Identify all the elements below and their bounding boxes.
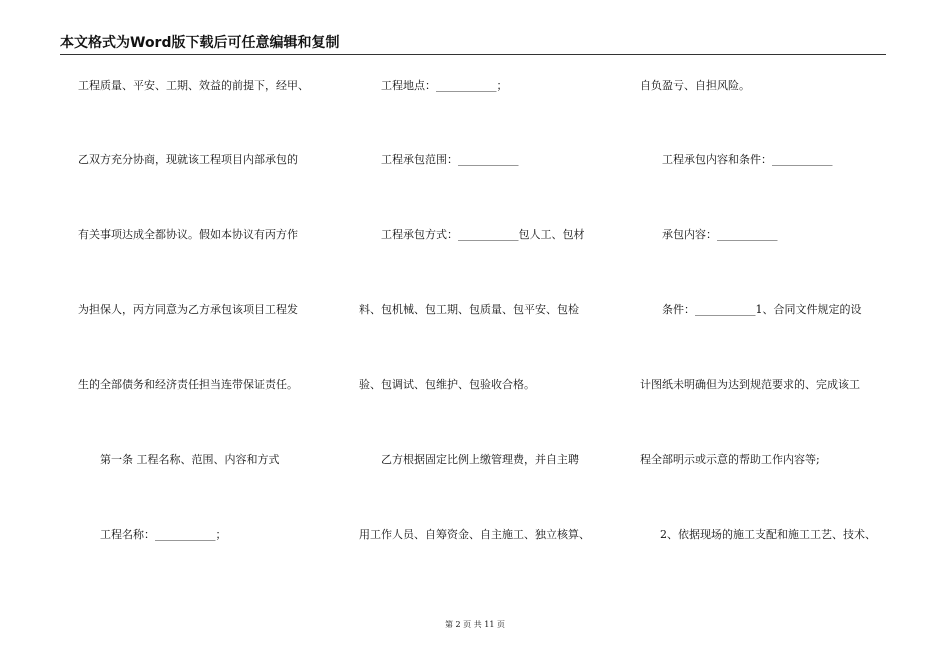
text-line: 工程地点：___________； — [381, 79, 508, 92]
text-line: 工程承包范围：___________ — [381, 153, 519, 166]
text-line: 为担保人，丙方同意为乙方承包该项目工程发 — [78, 303, 298, 316]
text-line: 程全部明示或示意的帮助工作内容等; — [640, 453, 820, 466]
section-heading: 第一条 工程名称、范围、内容和方式 — [100, 453, 280, 466]
text-line: 乙双方充分协商，现就该工程项目内部承包的 — [78, 153, 298, 166]
text-column-2 — [359, 0, 629, 672]
text-column-1 — [78, 0, 348, 672]
text-line: 工程承包内容和条件：___________ — [662, 153, 833, 166]
text-line: 2、依据现场的施工支配和施工工艺、技术、 — [660, 528, 876, 541]
text-line: 有关事项达成全都协议。假如本协议有丙方作 — [78, 228, 298, 241]
text-column-3 — [640, 0, 900, 672]
text-line: 计图纸未明确但为达到规范要求的、完成该工 — [640, 378, 860, 391]
text-line: 工程质量、平安、工期、效益的前提下，经甲、 — [78, 79, 309, 92]
text-line: 承包内容：___________ — [662, 228, 778, 241]
text-line: 自负盈亏、自担风险。 — [640, 79, 750, 92]
text-line: 工程承包方式：___________包人工、包材 — [381, 228, 585, 241]
text-line: 验、包调试、包维护、包验收合格。 — [359, 378, 535, 391]
text-line: 乙方根据固定比例上缴管理费，并自主聘 — [381, 453, 579, 466]
text-line: 条件：___________1、合同文件规定的设 — [662, 303, 862, 316]
text-line: 工程名称：___________； — [100, 528, 227, 541]
header-title: 本文格式为Word版下载后可任意编辑和复制 — [60, 35, 340, 51]
text-line: 用工作人员、自筹资金、自主施工、独立核算、 — [359, 528, 590, 541]
text-line: 生的全部债务和经济责任担当连带保证责任。 — [78, 378, 298, 391]
page-number: 第 2 页 共 11 页 — [445, 620, 505, 629]
text-line: 料、包机械、包工期、包质量、包平安、包检 — [359, 303, 579, 316]
